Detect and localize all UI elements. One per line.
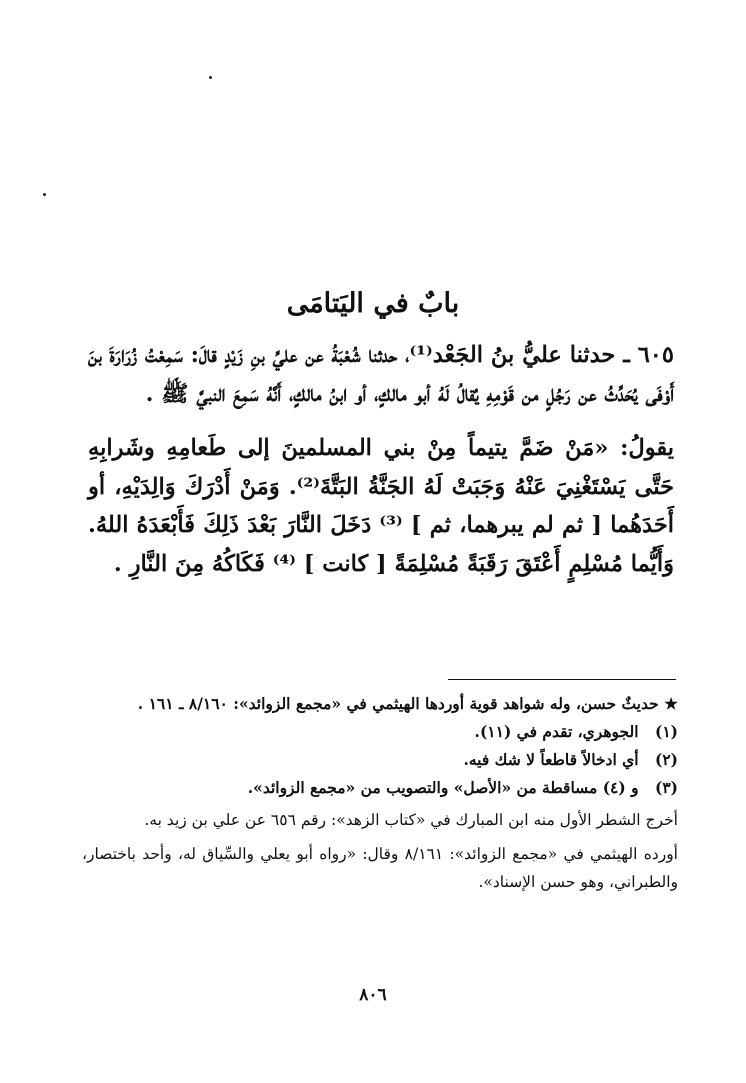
footnote-item [82, 774, 678, 802]
footnote-text: و (٤) مساقطة من «الأصل» والتصويب من «مجمع الزوائد». [247, 778, 639, 797]
hadith-paragraph-1 [88, 336, 674, 413]
footnote-divider [448, 679, 676, 680]
footnote-text: أي ادخالاً قاطعاً لا شك فيه. [463, 750, 639, 769]
hadith-number: ٦٠٥ ـ [623, 342, 674, 368]
print-speck [209, 76, 212, 79]
footnote-item [82, 718, 678, 746]
footnotes [82, 690, 678, 896]
chapter-title: بابٌ في اليَتامَى [286, 288, 460, 319]
page-number: ٨٠٦ [359, 985, 387, 1005]
hadith-text [88, 336, 674, 583]
footnote-number: (٣) [654, 778, 678, 797]
hadith-chain: حدثنا عليُّ بنُ الجَعْد⁽¹⁾، حدثنا شُعْبَةُ عن عليِّ بنِ زَيْدٍ قالَ: سَمِعْتُ زُرَارَةَ بنَ أَوْفَى يُحَدِّثُ عن رَجُلٍ من قَوْمِهِ يُقالُ لَهُ أبو مالكٍ، أو ابنُ مالكٍ، أَنَّهُ سَمِعَ النبيَّ ﷺ . [88, 342, 674, 407]
footnote-text: الجوهري، تقدم في (١١). [474, 722, 639, 741]
footnote-number: (١) [654, 722, 678, 741]
footnote-item [82, 746, 678, 774]
hadith-paragraph-2: يقولُ: «مَنْ ضَمَّ يتيماً مِنْ بني المسلمينَ إلى طَعامِهِ وشَرابِهِ حَتَّى يَسْتَغْنِيَ عَنْهُ وَجَبَتْ لَهُ الجَنَّةُ البَتَّةَ⁽²⁾. وَمَنْ أَدْرَكَ وَالِدَيْهِ، أو أَحَدَهُما [ ثم لم يبرهما، ثم ] ⁽³⁾ دَخَلَ النَّارَ بَعْدَ ذَلِكَ فَأَبْعَدَهُ اللهُ. وَأَيُّما مُسْلِمٍ أَعْتَقَ رَقَبَةً مُسْلِمَةً [ كانت ] ⁽⁴⁾ فَكَاكُهُ مِنَ النَّارِ . [88, 435, 674, 577]
footnote-number: (٢) [654, 750, 678, 769]
print-speck [43, 193, 46, 196]
footnote-extra-2: أورده الهيثمي في «مجمع الزوائد»: ٨/١٦١ وقال: «رواه أبو يعلي والسِّياق له، وأحد باختصار، والطبراني، وهو حسن الإسناد». [82, 845, 678, 891]
footnote-extra-1: أخرج الشطر الأول منه ابن المبارك في «كتاب الزهد»: رقم ٦٥٦ عن علي بن زيد به. [144, 811, 678, 829]
footnote-star: ★ حديثٌ حسن، وله شواهد قوية أوردها الهيثمي في «مجمع الزوائد»: ٨/١٦٠ ـ ١٦١ . [137, 694, 678, 713]
